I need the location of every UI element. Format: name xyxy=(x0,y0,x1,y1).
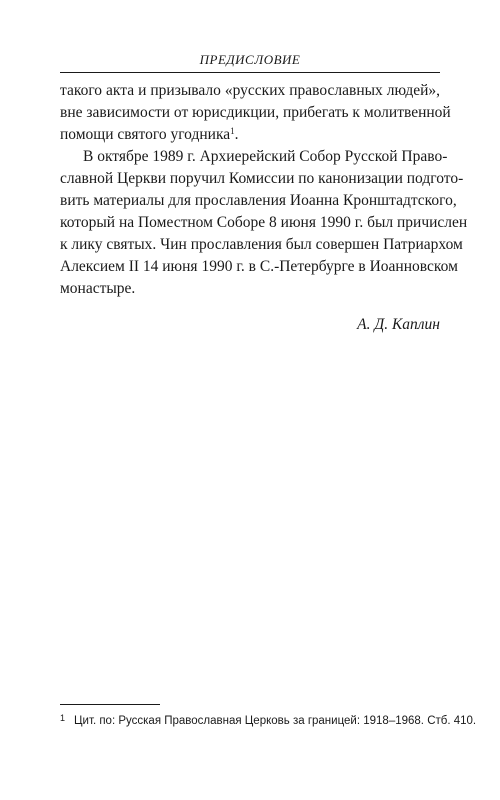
text-line: славной Церкви поручил Комиссии по канонизации подгото- xyxy=(60,170,464,187)
text-line: вне зависимости от юрисдикции, прибегать к молитвенной xyxy=(60,104,451,121)
footnote-rule xyxy=(60,704,160,705)
header-rule xyxy=(60,72,440,73)
text-line: к лику святых. Чин прославления был совершен Патриархом xyxy=(60,236,463,253)
text-line: Алексием II 14 июня 1990 г. в С.-Петербурге в Иоанновском xyxy=(60,258,458,275)
footnote-reference[interactable]: 1 xyxy=(230,126,235,136)
text-line: В октябре 1989 г. Архиерейский Собор Русской Право- xyxy=(83,148,448,165)
sentence-end: . xyxy=(234,126,239,143)
text-line xyxy=(60,124,440,146)
running-head: ПРЕДИСЛОВИЕ xyxy=(199,52,301,67)
text-line: такого акта и призывало «русских православных людей», xyxy=(60,82,440,99)
paragraph-1 xyxy=(60,80,451,146)
paragraph-2 xyxy=(60,146,468,300)
author-signature: А. Д. Каплин xyxy=(357,316,440,333)
footnote-text: Цит. по: Русская Православная Церковь за границей: 1918–1968. Стб. 410. xyxy=(74,715,477,727)
text-line-content: помощи святого угодника xyxy=(60,126,231,143)
body-text xyxy=(60,80,468,336)
text-line: который на Поместном Соборе 8 июня 1990 г. был причислен xyxy=(60,214,468,231)
footnote-number: 1 xyxy=(60,713,66,723)
text-line: вить материалы для прославления Иоанна Кронштадтского, xyxy=(60,192,457,209)
footnote xyxy=(60,711,477,728)
text-line: монастыре. xyxy=(60,280,136,297)
